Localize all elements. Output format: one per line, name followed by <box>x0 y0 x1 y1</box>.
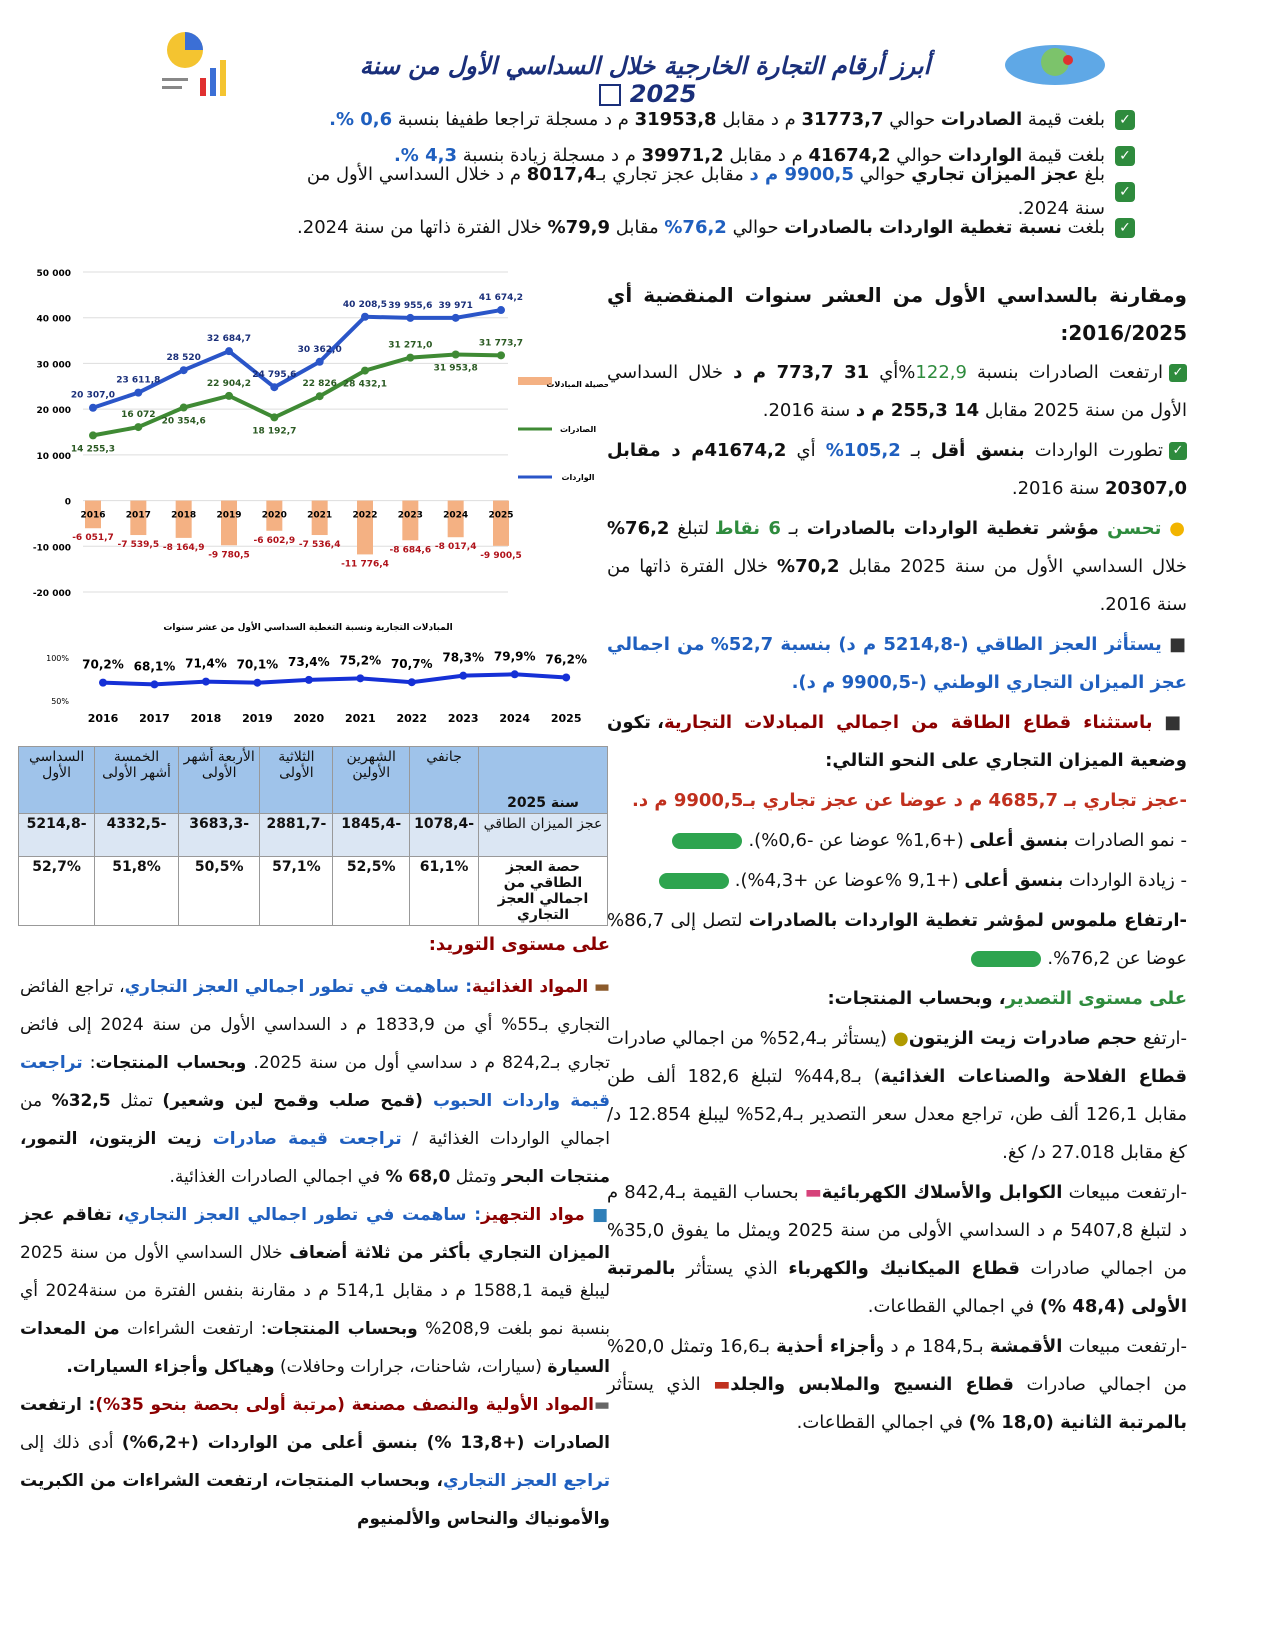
imports-value-label: 32 684,7 <box>206 334 252 345</box>
exports-value-label: 28 432,1 <box>342 379 388 390</box>
imports-point <box>406 314 414 322</box>
coverage-value-label: 70,2% <box>82 657 124 672</box>
coverage-chart-svg <box>28 645 608 735</box>
arrow-up-icon <box>659 873 729 889</box>
bar-value-label: -6 602,9 <box>253 535 296 546</box>
y-tick-label: 40 000 <box>36 314 71 325</box>
balance-bar <box>221 501 237 546</box>
imports-point <box>134 389 142 397</box>
olive-icon: ● <box>892 1028 909 1049</box>
legend-label: الواردات <box>561 473 595 482</box>
exports-value-label: 31 271,0 <box>388 340 433 351</box>
imports-point <box>89 404 97 412</box>
y-tick-label: 50% <box>51 697 69 706</box>
imports-point <box>452 314 460 322</box>
imports-value-label: 40 208,5 <box>342 299 388 310</box>
exports-point <box>452 350 460 358</box>
coverage-line <box>103 674 566 684</box>
imports-value-label: 20 307,0 <box>70 390 116 401</box>
right-column <box>607 276 1187 1444</box>
table-cell: حصة العجز الطاقي من اجمالي العجز التجاري <box>479 857 608 926</box>
imports-value-label: 28 520 <box>166 353 201 364</box>
kpi-coverage-rate: ✓ بلغت نسبة تغطية الواردات بالصادرات حوالي 76,2% مقابل 79,9% خلال الفترة ذاتها من سنة 2024. <box>275 210 1135 246</box>
exports-point <box>406 354 414 362</box>
imports-value-label: 39 955,6 <box>388 300 433 311</box>
exports-point <box>225 392 233 400</box>
imports-value-label: 30 362,0 <box>297 344 342 355</box>
kpi-imports: ✓ بلغت قيمة الواردات حوالي 41674,2 م د مقابل 39971,2 م د مسجلة زيادة بنسبة 4,3 %. <box>275 138 1135 174</box>
import-heading: على مستوى التوريد: <box>428 934 610 955</box>
exports-value-label: 20 354,6 <box>161 416 206 427</box>
coverage-point <box>253 679 261 687</box>
coverage-value-label: 76,2% <box>545 652 587 667</box>
table-header-cell: جانفي <box>410 747 479 814</box>
exports-point <box>180 404 188 412</box>
x-tick-label: 2025 <box>550 712 582 725</box>
exports-value-label: 16 072 <box>121 410 156 421</box>
legend-label: الصادرات <box>559 425 597 434</box>
y-tick-label: -20 000 <box>32 589 71 599</box>
y-tick-label: 0 <box>64 497 71 508</box>
kpi-list <box>275 102 1135 246</box>
x-tick-label: 2022 <box>396 712 428 725</box>
coverage-point <box>356 674 364 682</box>
imports-value-label: 41 674,2 <box>478 293 524 304</box>
balance-bar <box>357 501 373 555</box>
bar-value-label: -8 684,6 <box>389 545 432 556</box>
para-food: ▬ المواد الغذائية: ساهمت في تطور اجمالي العجز التجاري، تراجع الفائض التجاري بـ55% أي من 1833,9 م د السداسي الأول من سنة 2024 إلى فائض تجاري بـ824,2 م د سداسي أول من سنة 2025. وبحساب المنتجات: تراجعت قيمة واردات الحبوب (قمح صلب وقمح لين وشعير) تمثل 32,5% من اجمالي الواردات الغذائية / تراجعت قيمة صادرات زيت الزيتون، التمور، منتجات البحر وتمثل 68,0 % في اجمالي الصادرات الغذائية. <box>20 977 611 1187</box>
coverage-point <box>408 678 416 686</box>
x-tick-label: 2023 <box>447 712 479 725</box>
x-tick-label: 2018 <box>190 712 222 725</box>
arrow-up-icon <box>672 833 742 849</box>
kpi-exports: ✓ بلغت قيمة الصادرات حوالي 31773,7 م د مقابل 31953,8 م د مسجلة تراجعا طفيفا بنسبة 0,6 %. <box>275 102 1135 138</box>
imports-point <box>316 358 324 366</box>
kpi-trade-deficit: ✓ بلغ عجز الميزان تجاري حوالي 9900,5 م د مقابل عجز تجاري بـ8017,4 م د خلال السداسي الأول من سنة 2024. <box>275 174 1135 210</box>
para-olive-oil: -ارتفع حجم صادرات زيت الزيتون● (يستأثر بـ52,4% من اجمالي صادرات قطاع الفلاحة والصناعات الغذائية) بـ44,8% لتبلغ 182,6 ألف طن مقابل 126,1 ألف طن، تراجع معدل سعر التصدير بـ52,4% ليبلغ 12.854 د/ كغ مقابل 27.018 د/ كغ. <box>607 1028 1188 1163</box>
satellite-icon: ■ <box>592 1205 611 1225</box>
exports-point <box>270 413 278 421</box>
x-tick-label: 2020 <box>293 712 325 725</box>
para-coverage-rise: -ارتفاع ملموس لمؤشر تغطية الواردات بالصادرات لتصل إلى 86,7% عوضا عن 76,2%. <box>607 910 1187 969</box>
table-cell: عجز الميزان الطاقي <box>479 814 608 857</box>
x-tick-label: 2020 <box>261 510 287 521</box>
x-tick-label: 2023 <box>397 510 423 521</box>
export-heading: على مستوى التصدير، وبحساب المنتجات: <box>827 988 1187 1009</box>
coverage-value-label: 70,1% <box>236 657 279 672</box>
energy-deficit-table <box>18 746 608 926</box>
trade-chart <box>28 262 608 642</box>
left-column <box>20 968 610 1538</box>
globe-icon <box>1000 40 1110 90</box>
check-icon: ✓ <box>1115 146 1135 166</box>
coverage-point <box>459 672 467 680</box>
coverage-value-label: 79,9% <box>493 649 536 664</box>
x-tick-label: 2021 <box>307 510 333 521</box>
table-header-cell: الخمسة أشهر الأولى <box>95 747 179 814</box>
table-row <box>19 857 608 926</box>
para-equipment: ■ مواد التجهيز: ساهمت في تطور اجمالي العجز التجاري، تفاقم عجز الميزان التجاري بأكثر من ثلاثة أضعاف خلال السداسي الأول من سنة 2025 ليبلغ قيمة 1588,1 م د مقابل 514,1 م د مقارنة بنفس الفترة من سنة2024 أي بنسبة نمو بلغت 208,9% وبحساب المنتجات: ارتفعت الشراءات من المعدات السيارة (سيارات، شاحنات، جرارات وحافلات) وهياكل وأجزاء السيارات. <box>20 1205 611 1377</box>
grain-icon: ▬ <box>593 977 610 997</box>
balance-bar <box>493 501 509 546</box>
table-cell: 52,7% <box>19 857 95 926</box>
para-energy-deficit: ■ يستأثر العجز الطاقي (-5214,8 م د) بنسبة 52,7% من اجمالي عجز الميزان التجاري الوطني (-9900,5 م د). <box>607 634 1187 693</box>
imports-value-label: 24 795,6 <box>252 370 297 381</box>
para-exports-growth: ✓ارتفعت الصادرات بنسبة 122,9%أي 31 773,7 م د خلال السداسي الأول من سنة 2025 مقابل 14 255,3 م د سنة 2016. <box>607 362 1187 421</box>
exports-value-label: 31 773,7 <box>478 338 524 349</box>
table-cell: 61,1% <box>410 857 479 926</box>
table-cell: -1078,4 <box>410 814 479 857</box>
legend-label: حصيلة المبادلات <box>546 380 608 389</box>
x-tick-label: 2019 <box>242 712 273 725</box>
table-cell: -3683,3 <box>178 814 260 857</box>
coverage-value-label: 70,7% <box>390 657 433 672</box>
coverage-point <box>99 679 107 687</box>
x-tick-label: 2017 <box>125 510 151 521</box>
table-header-cell: سنة 2025 <box>479 747 608 814</box>
table-header-row <box>19 747 608 814</box>
table-header-cell: السداسي الأول <box>19 747 95 814</box>
table-cell: -4332,5 <box>95 814 179 857</box>
metal-icon: ▬ <box>593 1395 611 1415</box>
para-imports-pace: - زيادة الواردات بنسق أعلى (+9,1 %عوضا عن +4,3%). <box>607 862 1187 900</box>
table-header-cell: الأربعة أشهر الأولى <box>178 747 260 814</box>
exports-point <box>134 423 142 431</box>
check-icon: ✓ <box>1115 182 1135 202</box>
trade-chart-svg <box>28 262 608 642</box>
exports-point <box>497 351 505 359</box>
imports-point <box>180 366 188 374</box>
page-title: أبرز أرقام التجارة الخارجية خلال السداسي الأول من سنة 2025 <box>359 52 931 108</box>
coverage-value-label: 71,4% <box>185 656 227 671</box>
coverage-point <box>305 676 313 684</box>
para-excl-energy: ■ باستثناء قطاع الطاقة من اجمالي المبادلات التجارية، تكون وضعية الميزان التجاري على النحو التالي: <box>607 712 1188 771</box>
y-tick-label: 30 000 <box>36 360 71 371</box>
coverage-point <box>150 680 158 688</box>
y-tick-label: 10 000 <box>36 451 71 462</box>
imports-point <box>270 383 278 391</box>
y-tick-label: -10 000 <box>32 543 71 554</box>
x-tick-label: 2019 <box>216 510 242 521</box>
chart-icon <box>160 28 230 100</box>
x-tick-label: 2016 <box>80 510 106 521</box>
para-raw-materials: ▬المواد الأولية والنصف مصنعة (مرتبة أولى بحصة بنحو 35%): ارتفعت الصادرات (+13,8 %) بنسق أعلى من الواردات (+6,2%) أدى ذلك إلى تراجع العجز التجاري، وبحساب المنتجات، ارتفعت الشراءات من الكبريت والأمونياك والنحاس والألمنيوم <box>20 1395 611 1529</box>
check-icon: ✓ <box>1115 110 1135 130</box>
table-cell: 50,5% <box>178 857 260 926</box>
exports-value-label: 18 192,7 <box>252 426 297 437</box>
x-tick-label: 2024 <box>499 712 531 725</box>
bar-value-label: -9 900,5 <box>480 550 522 561</box>
para-imports-growth: ✓تطورت الواردات بنسق أقل بـ 105,2% أي 41674,2م د مقابل 20307,0 سنة 2016. <box>607 440 1187 499</box>
para-coverage: ● تحسن مؤشر تغطية الواردات بالصادرات بـ 6 نقاط لتبلغ 76,2% خلال السداسي الأول من سنة 2025 مقابل 70,2% خلال الفترة ذاتها من سنة 2016. <box>607 518 1187 615</box>
bar-value-label: -9 780,5 <box>208 550 250 561</box>
fuel-icon: ■ <box>1164 712 1188 733</box>
coverage-point <box>511 670 519 678</box>
imports-point <box>225 347 233 355</box>
x-tick-label: 2021 <box>345 712 376 725</box>
table-cell: -5214,8 <box>19 814 95 857</box>
bar-value-label: -8 017,4 <box>434 542 477 553</box>
table-cell: 51,8% <box>95 857 179 926</box>
coverage-chart <box>28 645 608 735</box>
coverage-point <box>562 673 570 681</box>
coverage-value-label: 73,4% <box>288 654 330 669</box>
para-textiles: -ارتفعت مبيعات الأقمشة بـ184,5 م د وأجزاء أحذية بـ16,6 وتمثل 20,0% من اجمالي صادرات قطاع النسيج والملابس والجلد▬ الذي يستأثر بالمرتبة الثانية (18,0 %) في اجمالي القطاعات. <box>607 1336 1188 1433</box>
coverage-value-label: 68,1% <box>133 659 176 674</box>
x-tick-label: 2016 <box>87 712 119 725</box>
arrow-up-icon <box>971 951 1041 967</box>
exports-value-label: 14 255,3 <box>70 444 116 455</box>
table-header-cell: الشهرين الأولين <box>333 747 410 814</box>
bar-value-label: -7 536,4 <box>298 540 341 551</box>
coverage-point <box>202 678 210 686</box>
check-icon: ✓ <box>1169 442 1187 460</box>
x-tick-label: 2025 <box>488 510 514 521</box>
table-row <box>19 814 608 857</box>
bar-value-label: -7 539,5 <box>117 540 160 551</box>
x-tick-label: 2017 <box>139 712 170 725</box>
exports-value-label: 22 904,2 <box>206 378 252 389</box>
exports-value-label: 31 953,8 <box>433 363 478 374</box>
table-cell: -2881,7 <box>260 814 333 857</box>
y-tick-label: 100% <box>46 654 69 663</box>
exports-value-label: 22 826 <box>302 379 337 390</box>
cables-icon: ▬ <box>804 1182 822 1203</box>
y-tick-label: 50 000 <box>36 269 71 279</box>
imports-value-label: 23 611,8 <box>116 375 161 386</box>
bar-value-label: -11 776,4 <box>341 559 389 570</box>
imports-point <box>497 306 505 314</box>
exports-point <box>361 367 369 375</box>
imports-value-label: 39 971 <box>438 300 473 311</box>
comparison-heading: ومقارنة بالسداسي الأول من العشر سنوات المنقضية أي 2016/2025: <box>607 283 1187 345</box>
table-cell: -1845,4 <box>333 814 410 857</box>
coverage-value-label: 78,3% <box>442 650 485 665</box>
para-exports-pace: - نمو الصادرات بنسق أعلى (+1,6% عوضا عن -0,6%). <box>607 822 1187 860</box>
x-tick-label: 2022 <box>352 510 378 521</box>
x-tick-label: 2018 <box>171 510 197 521</box>
coverage-value-label: 75,2% <box>339 653 382 668</box>
check-icon: ✓ <box>1115 218 1135 238</box>
chart-title: المبادلات التجارية ونسبة التغطية السداسي الأول من عشر سنوات <box>163 623 453 633</box>
bar-value-label: -8 164,9 <box>162 542 205 553</box>
y-tick-label: 20 000 <box>36 406 71 417</box>
imports-point <box>361 313 369 321</box>
para-cables: -ارتفعت مبيعات الكوابل والأسلاك الكهربائية▬ بحساب القيمة بـ842,4 م د لتبلغ 5407,8 م د السداسي الأولى من سنة 2025 ويمثل ما يفوق 35,0% من اجمالي صادرات قطاع الميكانيك والكهرباء الذي يستأثر بالمرتبة الأولى (48,4 %) في اجمالي القطاعات. <box>607 1182 1187 1317</box>
exports-point <box>316 392 324 400</box>
check-icon: ✓ <box>1169 364 1187 382</box>
imports-line <box>93 310 501 408</box>
exports-point <box>89 431 97 439</box>
textile-icon: ▬ <box>713 1374 731 1395</box>
energy-table <box>18 746 608 926</box>
lightbulb-icon: ● <box>1169 518 1187 539</box>
fuel-icon: ■ <box>1169 634 1187 655</box>
bar-value-label: -6 051,7 <box>72 533 114 544</box>
x-tick-label: 2024 <box>443 510 469 521</box>
para-deficit-excl: -عجز تجاري بـ 4685,7 م د عوضا عن عجز تجاري بـ9900,5 م د. <box>632 790 1187 811</box>
table-header-cell: الثلاثية الأولى <box>260 747 333 814</box>
table-cell: 57,1% <box>260 857 333 926</box>
table-cell: 52,5% <box>333 857 410 926</box>
